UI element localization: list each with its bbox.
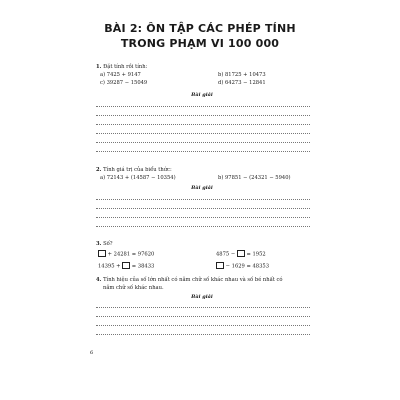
answer-line bbox=[96, 199, 310, 200]
question-3c bbox=[98, 262, 154, 270]
question-3d-after: − 1629 = 48353 bbox=[224, 263, 269, 270]
question-3b-before: 4875 − bbox=[216, 251, 237, 258]
answer-line bbox=[96, 316, 310, 317]
question-3 bbox=[96, 241, 113, 247]
answer-line bbox=[96, 325, 310, 326]
question-3-prompt: Số? bbox=[103, 241, 113, 247]
question-2b: b) 97851 − (24321 − 5940) bbox=[218, 175, 291, 181]
answer-line bbox=[96, 307, 310, 308]
answer-label-4: Bài giải bbox=[191, 294, 213, 300]
answer-box[interactable] bbox=[237, 250, 245, 257]
question-1c: c) 39287 − 15049 bbox=[100, 80, 148, 86]
answer-box[interactable] bbox=[122, 262, 130, 269]
page-title-line1: BÀI 2: ÔN TẬP CÁC PHÉP TÍNH bbox=[104, 22, 296, 35]
answer-line bbox=[96, 142, 310, 143]
question-1a: a) 7425 + 9147 bbox=[100, 72, 141, 78]
question-2-prompt: Tính giá trị của biểu thức: bbox=[103, 167, 172, 173]
answer-label-1: Bài giải bbox=[191, 92, 213, 98]
question-3b-after: = 1952 bbox=[244, 251, 266, 258]
page-title-line2: TRONG PHẠM VI 100 000 bbox=[120, 37, 280, 50]
question-3c-before: 14395 + bbox=[98, 263, 123, 270]
question-1d: d) 64273 − 12841 bbox=[218, 80, 266, 86]
question-3c-after: = 38433 bbox=[130, 263, 155, 270]
question-2 bbox=[96, 167, 172, 173]
answer-line bbox=[96, 334, 310, 335]
question-1b: b) 81725 + 10473 bbox=[218, 72, 266, 78]
answer-line bbox=[96, 106, 310, 107]
answer-line bbox=[96, 226, 310, 227]
answer-box[interactable] bbox=[216, 262, 224, 269]
answer-line bbox=[96, 208, 310, 209]
question-3b bbox=[216, 250, 266, 258]
question-1-number: 1. bbox=[96, 64, 102, 70]
answer-line bbox=[96, 133, 310, 134]
question-4-prompt-line2: năm chữ số khác nhau. bbox=[103, 285, 164, 291]
answer-line bbox=[96, 217, 310, 218]
page-number: 6 bbox=[90, 350, 94, 356]
question-3-number: 3. bbox=[96, 241, 102, 247]
answer-line bbox=[96, 115, 310, 116]
answer-line bbox=[96, 151, 310, 152]
question-1 bbox=[96, 64, 147, 70]
question-2a: a) 72143 + (14587 − 10354) bbox=[100, 175, 176, 181]
question-3d bbox=[216, 262, 269, 270]
question-4-number: 4. bbox=[96, 277, 102, 283]
answer-box[interactable] bbox=[98, 250, 106, 257]
answer-label-2: Bài giải bbox=[191, 185, 213, 191]
question-4-prompt-line1: Tính hiệu của số lớn nhất có năm chữ số khác nhau và số bé nhất có bbox=[103, 277, 283, 283]
question-1-prompt: Đặt tính rồi tính: bbox=[103, 64, 148, 70]
question-4 bbox=[96, 277, 283, 283]
question-3a-after: + 24281 = 97620 bbox=[106, 251, 155, 258]
question-3a bbox=[98, 250, 154, 258]
question-2-number: 2. bbox=[96, 167, 102, 173]
answer-line bbox=[96, 124, 310, 125]
